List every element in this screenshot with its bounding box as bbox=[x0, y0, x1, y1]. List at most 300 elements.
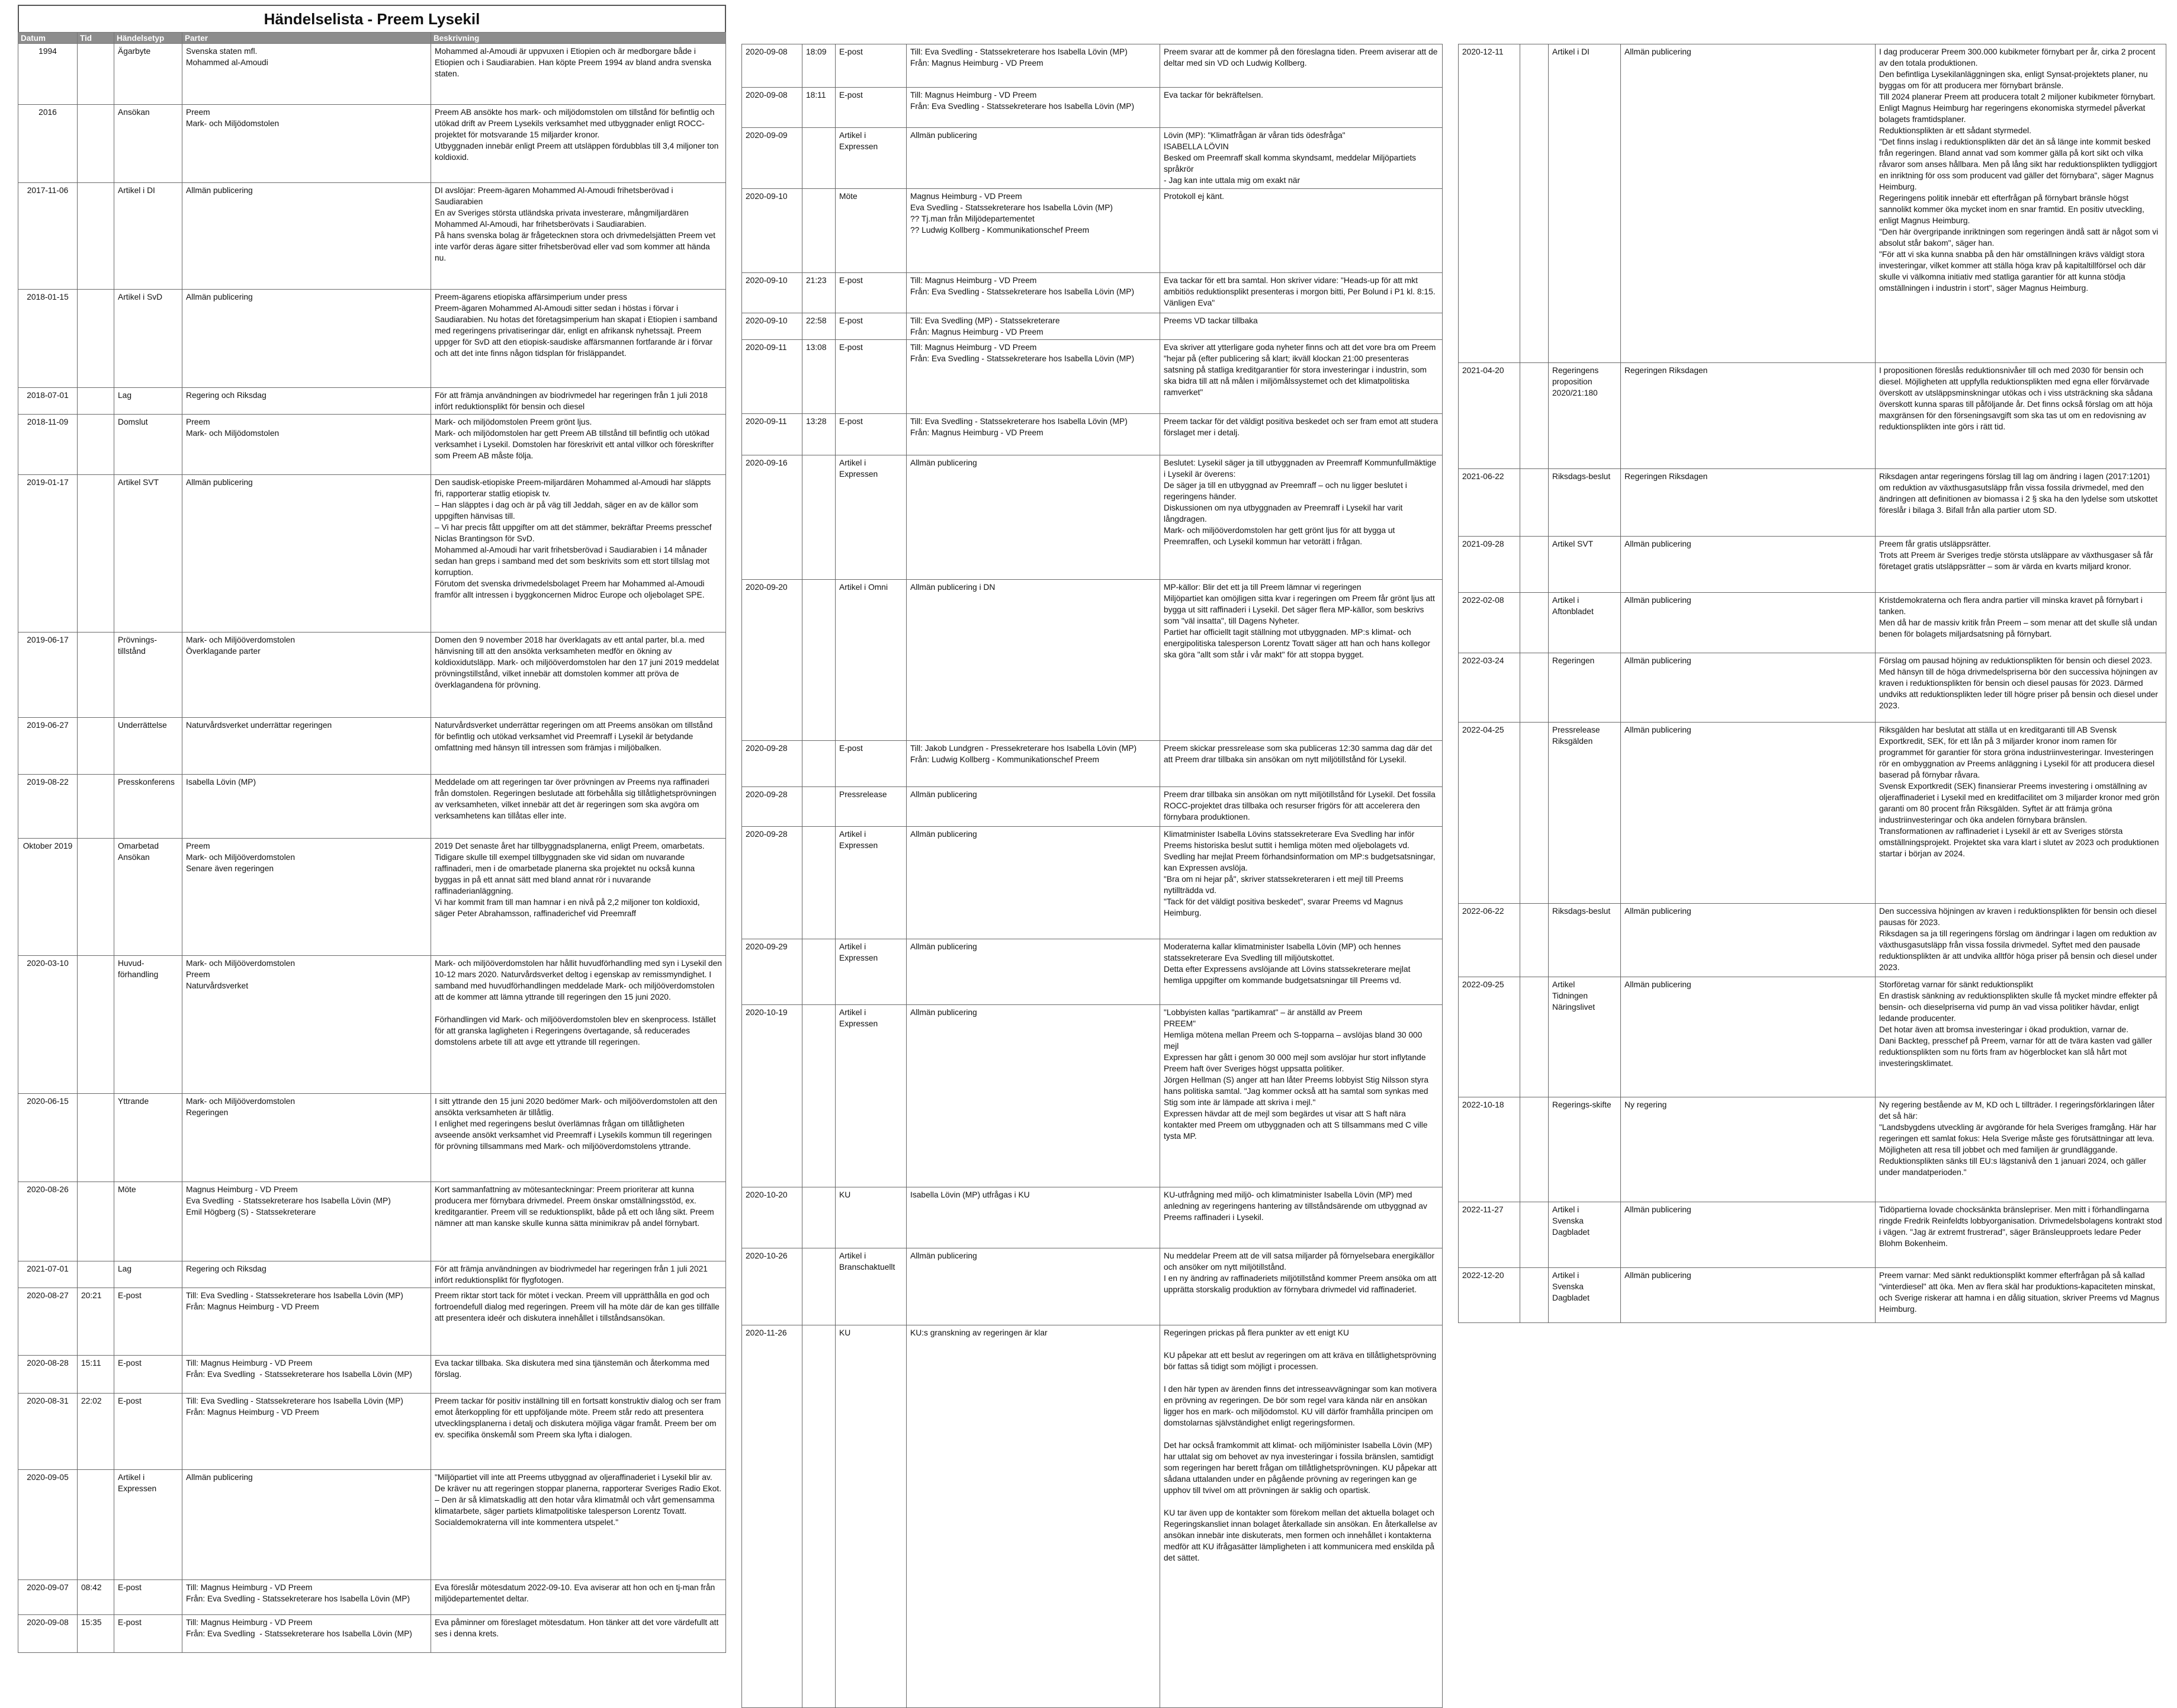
event-type: Ägarbyte bbox=[114, 44, 182, 105]
event-description: Preem tackar för positiv inställning till en fortsatt konstruktiv dialog och ser fram emot återkoppling för ett uppföljande möte. Preem står redo att presentera utvecklingsplanerna i detalj och diskutera möjliga vägar framåt. Preem ber om ev. specifika önskemål som Preem ska lyfta i dialogen. bbox=[431, 1394, 726, 1470]
event-time: 21:23 bbox=[802, 273, 836, 313]
event-date: 2016 bbox=[18, 105, 78, 183]
event-type: KU bbox=[836, 1187, 907, 1248]
page-title: Händelselista - Preem Lysekil bbox=[18, 5, 726, 32]
event-description: Mohammed al-Amoudi är uppvuxen i Etiopien och är medborgare både i Etiopien och i Saudiarabien. Han köpte Preem 1994 av bland andra svenska staten. bbox=[431, 44, 726, 105]
event-date: 2020-09-10 bbox=[742, 189, 802, 273]
event-type: E-post bbox=[114, 1615, 182, 1653]
event-date: 2019-06-27 bbox=[18, 718, 78, 775]
event-description: MP-källor: Blir det ett ja till Preem lämnar vi regeringen Miljöpartiet kan omöjligen sitta kvar i regeringen om Preem får grönt ljus att bygga ut sitt raffinaderi i Lysekil. Det säger flera MP-källor, som beskrivs som "väl insatta", till Dagens Nyheter. Partiet har officiellt tagit ställning mot utbyggnaden. MP:s klimat- och energipolitiska talesperson Lorentz Tovatt säger att han och hans kollegor ska göra "allt som står i vår makt" för att stoppa bygget. bbox=[1160, 580, 1443, 741]
event-description: Eva föreslår mötesdatum 2022-09-10. Eva aviserar att hon och en tj-man från miljödepartementet deltar. bbox=[431, 1580, 726, 1615]
event-parties: Isabella Lövin (MP) utfrågas i KU bbox=[907, 1187, 1160, 1248]
table-row bbox=[742, 88, 1443, 128]
event-description: Eva påminner om föreslaget mötesdatum. Hon tänker att det vore värdefullt att ses i denna krets. bbox=[431, 1615, 726, 1653]
event-description: Förslag om pausad höjning av reduktionsplikten för bensin och diesel 2023. Med hänsyn till de höga drivmedelspriserna bör den successiva höjningen av kraven i reduktionsplikten för bensin och diesel pausas för 2023. Därmed undviks att reduktionsplikten leder till högre priser på bensin och diesel under 2023. bbox=[1876, 653, 2166, 723]
event-parties: Svenska staten mfl. Mohammed al-Amoudi bbox=[182, 44, 431, 105]
header-date: Datum bbox=[18, 33, 78, 44]
event-type: Artikel i Expressen bbox=[836, 939, 907, 1005]
event-description: Lövin (MP): "Klimatfrågan är våran tids ödesfråga" ISABELLA LÖVIN Besked om Preemraff skall komma skyndsamt, meddelar Miljöpartiets språkrör - Jag kan inte uttala mig om exakt när bbox=[1160, 128, 1443, 189]
event-time: 08:42 bbox=[78, 1580, 114, 1615]
table-row bbox=[18, 633, 726, 718]
event-time bbox=[802, 580, 836, 741]
event-description: "Miljöpartiet vill inte att Preems utbyggnad av oljeraffinaderiet i Lysekil blir av. De kräver nu att regeringen stoppar planerna, rapporterar Sveriges Radio Ekot. – Den är så klimatskadlig att den hotar våra klimatmål och vårt gemensamma klimatarbete, säger partiets klimatpolitiske talesperson Lorentz Tovatt. Socialdemokraterna vill inte kommentera utspelet." bbox=[431, 1470, 726, 1580]
event-time: 22:02 bbox=[78, 1394, 114, 1470]
event-date: 2019-08-22 bbox=[18, 775, 78, 839]
table-row bbox=[1459, 977, 2166, 1097]
event-time bbox=[1520, 1268, 1549, 1323]
event-parties: Allmän publicering bbox=[182, 290, 431, 388]
table-row bbox=[18, 1288, 726, 1356]
table-row bbox=[742, 939, 1443, 1005]
event-time bbox=[78, 415, 114, 475]
table-row bbox=[18, 1261, 726, 1288]
table-row bbox=[18, 1182, 726, 1261]
event-date: 2020-09-28 bbox=[742, 741, 802, 787]
event-type: KU bbox=[836, 1325, 907, 1708]
event-date: 2020-09-16 bbox=[742, 455, 802, 580]
event-parties: Preem Mark- och Miljödomstolen bbox=[182, 105, 431, 183]
event-type: Artikel Tidningen Näringslivet bbox=[1549, 977, 1621, 1097]
event-time bbox=[78, 1094, 114, 1182]
event-type: Regeringens proposition 2020/21:180 bbox=[1549, 363, 1621, 469]
event-time bbox=[1520, 1097, 1549, 1202]
event-type: Artikel i Expressen bbox=[836, 455, 907, 580]
table-row bbox=[18, 105, 726, 183]
event-time bbox=[1520, 1202, 1549, 1268]
table-row bbox=[742, 44, 1443, 88]
table-row bbox=[1459, 723, 2166, 904]
event-description: Preem-ägarens etiopiska affärsimperium under press Preem-ägaren Mohammed Al-Amoudi sitter sedan i höstas i förvar i Saudiarabien. Nu hotas det företagsimperium han skapat i Etiopien i samband med regeringens privatiseringar där, enligt en afrikansk nyhetssajt. Preem uppger för SvD att den etiopisk-saudiske affärsmannen fortfarande är i förvar och att det inte finns någon tidsplan för frisläppandet. bbox=[431, 290, 726, 388]
event-date: 2020-10-26 bbox=[742, 1248, 802, 1325]
event-time bbox=[1520, 904, 1549, 977]
event-time bbox=[802, 128, 836, 189]
table-row bbox=[1459, 1268, 2166, 1323]
table-row bbox=[18, 1094, 726, 1182]
table-row bbox=[18, 475, 726, 633]
event-date: 2019-01-17 bbox=[18, 475, 78, 633]
event-type: Regerings-skifte bbox=[1549, 1097, 1621, 1202]
event-date: 2021-06-22 bbox=[1459, 469, 1520, 537]
table-row bbox=[18, 290, 726, 388]
event-description: Beslutet: Lysekil säger ja till utbyggnaden av Preemraff Kommunfullmäktige i Lysekil är överens: De säger ja till en utbyggnad av Preemraff – och nu ligger beslutet i regeringens händer. Diskussionen om nya utbyggnaden av Preemraff i Lysekil har varit långdragen. Mark- och miljööverdomstolen har gett grönt ljus för att bygga ut Preemraffen, och Lysekil kommun har vetorätt i frågan. bbox=[1160, 455, 1443, 580]
event-list-column-2 bbox=[741, 44, 1443, 1708]
event-time bbox=[78, 956, 114, 1094]
event-date: 2022-03-24 bbox=[1459, 653, 1520, 723]
table-row bbox=[742, 273, 1443, 313]
event-type: E-post bbox=[836, 340, 907, 414]
event-parties: Allmän publicering bbox=[1621, 653, 1876, 723]
event-type: E-post bbox=[114, 1394, 182, 1470]
event-parties: Till: Magnus Heimburg - VD Preem Från: Eva Svedling - Statssekreterare hos Isabella Lövin (MP) bbox=[182, 1356, 431, 1394]
event-time: 15:35 bbox=[78, 1615, 114, 1653]
event-parties: Allmän publicering bbox=[1621, 44, 1876, 363]
event-time bbox=[78, 633, 114, 718]
event-description: I dag producerar Preem 300.000 kubikmeter förnybart per år, cirka 2 procent av den totala produktionen. Den befintliga Lysekilanläggningen ska, enligt Synsat-projektets planer, nu byggas om för att producera mer förnybart bränsle. Till 2024 planerar Preem att producera totalt 2 miljoner kubikmeter förnybart. Enligt Magnus Heimburg har regeringens ekonomiska styrmedel påverkat bolagets framtidsplaner. Reduktionsplikten är ett sådant styrmedel. "Det finns inslag i reduktionsplikten där det än så länge inte kommit besked från regeringen. Bland annat vad som kommer gälla på kort sikt och vilka råvaror som anses hållbara. Men på lång sikt har reduktionsplikten tydliggjort en inriktning för oss som producent vad gäller det förnybara", säger Magnus Heimburg. Regeringens politik innebär ett efterfrågan på förnybart bränsle högst sannolikt kommer öka mycket inom en snar framtid. En positiv utveckling, enligt Magnus Heimburg. "Den här övergripande inriktningen som regeringen ändå satt är något som vi absolut står bakom", säger han. "För att vi ska kunna snabba på den här omställningen krävs väldigt stora investeringar, vilket kommer att ställa höga krav på kapitaltillförsel och där skulle vi välkomna initiativ med statliga garantier för att kunna stödja omställningen i industrin i stort", säger Magnus Heimburg. bbox=[1876, 44, 2166, 363]
event-parties: Till: Eva Svedling - Statssekreterare hos Isabella Lövin (MP) Från: Magnus Heimburg - VD Preem bbox=[182, 1288, 431, 1356]
event-parties: Magnus Heimburg - VD Preem Eva Svedling - Statssekreterare hos Isabella Lövin (MP) Emil Högberg (S) - Statssekreterare bbox=[182, 1182, 431, 1261]
event-date: 2020-09-08 bbox=[742, 88, 802, 128]
event-parties: Mark- och Miljööverdomstolen Överklagande parter bbox=[182, 633, 431, 718]
event-type: Artikel i Omni bbox=[836, 580, 907, 741]
event-time bbox=[1520, 723, 1549, 904]
event-date: 2020-09-29 bbox=[742, 939, 802, 1005]
table-row bbox=[18, 956, 726, 1094]
event-description: Mark- och miljööverdomstolen har hållit huvudförhandling med syn i Lysekil den 10-12 mars 2020. Naturvårdsverket deltog i egenskap av remissmyndighet. I samband med huvudförhandlingen meddelade Mark- och miljööverdomstolen att de kommer att lämna yttrande till regeringen den 15 juni 2020. Förhandlingen vid Mark- och miljööverdomstolen blev en skenprocess. Istället för att granska lagligheten i Regeringens övertagande, så reducerades domstolens arbete till att avge ett yttrande till regeringen. bbox=[431, 956, 726, 1094]
event-description: Preem skickar pressrelease som ska publiceras 12:30 samma dag där det att Preem drar tillbaka sin ansökan om nytt miljötillstånd för Lysekil. bbox=[1160, 741, 1443, 787]
event-parties: Till: Eva Svedling - Statssekreterare hos Isabella Lövin (MP) Från: Magnus Heimburg - VD Preem bbox=[907, 414, 1160, 455]
event-time bbox=[78, 183, 114, 290]
table-row bbox=[742, 741, 1443, 787]
event-time bbox=[1520, 977, 1549, 1097]
event-parties: Allmän publicering bbox=[1621, 977, 1876, 1097]
event-time: 20:21 bbox=[78, 1288, 114, 1356]
event-time bbox=[78, 718, 114, 775]
event-type: Artikel i DI bbox=[1549, 44, 1621, 363]
event-type: E-post bbox=[114, 1580, 182, 1615]
table-row bbox=[1459, 363, 2166, 469]
event-date: 2020-09-07 bbox=[18, 1580, 78, 1615]
event-parties: Mark- och Miljööverdomstolen Preem Naturvårdsverket bbox=[182, 956, 431, 1094]
event-parties: Regering och Riksdag bbox=[182, 1261, 431, 1288]
table-row bbox=[1459, 469, 2166, 537]
event-time: 13:28 bbox=[802, 414, 836, 455]
event-type: E-post bbox=[836, 44, 907, 88]
event-type: Ansökan bbox=[114, 105, 182, 183]
event-type: Artikel i Expressen bbox=[114, 1470, 182, 1580]
event-type: Artikel i Branschaktuellt bbox=[836, 1248, 907, 1325]
event-date: 2018-07-01 bbox=[18, 388, 78, 415]
event-description: Regeringen prickas på flera punkter av ett enigt KU KU påpekar att ett beslut av regeringen om att kräva en tillåtlighetsprövning bör fattas så tidigt som möjligt i processen. I den här typen av ärenden finns det intresseavvägningar som kan motivera en prövning av regeringen. De bör som regel vara kända när en ansökan ligger hos en mark- och miljödomstol. KU vill därför framhålla principen om domstolarnas självständighet enligt regeringsformen. Det har också framkommit att klimat- och miljöminister Isabella Lövin (MP) har uttalat sig om behovet av nya investeringar i fossila bränslen, samtidigt som regeringen har berett frågan om tillåtlighetsprövningen. KU påpekar att sådana uttalanden under en pågående prövning av regeringen kan ge upphov till tvivel om att prövningen är saklig och opartisk. KU tar även upp de kontakter som förekom mellan det aktuella bolaget och Regeringskansliet innan bolaget återkallade sin ansökan. En återkallelse av ansökan innebär inte diskuterats, men formen och innehållet i kontakterna medför att KU ifrågasätter lämpligheten i att kommunicera med enskilda på det sättet. bbox=[1160, 1325, 1443, 1708]
event-table-2 bbox=[741, 44, 1443, 1708]
event-time: 22:58 bbox=[802, 313, 836, 340]
event-type: E-post bbox=[114, 1288, 182, 1356]
event-type: Artikel i Expressen bbox=[836, 827, 907, 939]
event-description: Preem AB ansökte hos mark- och miljödomstolen om tillstånd för befintlig och utökad drift av Preem Lysekils verksamhet med utbyggnader enligt ROCC-projektet för motsvarande 15 miljarder kronor. Utbyggnaden innebär enligt Preem att utsläppen fördubblas till 3,4 miljoner ton koldioxid. bbox=[431, 105, 726, 183]
table-row bbox=[18, 44, 726, 105]
event-type: Domslut bbox=[114, 415, 182, 475]
event-date: 1994 bbox=[18, 44, 78, 105]
event-description: Preem svarar att de kommer på den föreslagna tiden. Preem aviserar att de deltar med sin VD och Ludwig Kollberg. bbox=[1160, 44, 1443, 88]
event-parties: KU:s granskning av regeringen är klar bbox=[907, 1325, 1160, 1708]
event-parties: Allmän publicering bbox=[1621, 1202, 1876, 1268]
event-date: 2020-09-05 bbox=[18, 1470, 78, 1580]
event-time bbox=[78, 839, 114, 956]
event-parties: Allmän publicering bbox=[1621, 1268, 1876, 1323]
event-time bbox=[802, 455, 836, 580]
table-row bbox=[742, 580, 1443, 741]
event-time bbox=[802, 1005, 836, 1187]
event-type: Riksdags-beslut bbox=[1549, 469, 1621, 537]
event-type: Riksdags-beslut bbox=[1549, 904, 1621, 977]
event-list-column-1 bbox=[18, 5, 726, 1653]
event-type: Prövnings- tillstånd bbox=[114, 633, 182, 718]
event-type: Lag bbox=[114, 388, 182, 415]
event-time: 18:11 bbox=[802, 88, 836, 128]
table-header bbox=[18, 33, 726, 44]
event-date: 2020-08-26 bbox=[18, 1182, 78, 1261]
table-row bbox=[18, 388, 726, 415]
event-description: Mark- och miljödomstolen Preem grönt ljus. Mark- och miljödomstolen har gett Preem AB tillstånd till befintlig och utökad verksamhet i Lysekil. Domstolen har föreskrivit ett antal villkor och föreskrifter som Preem AB måste följa. bbox=[431, 415, 726, 475]
event-description: Riksdagen antar regeringens förslag till lag om ändring i lagen (2017:1201) om reduktion av växthusgasutsläpp från vissa fossila drivmedel, med den ändringen att definitionen av biomassa i 2 § ska ha den lydelse som utskottet föreslår i bilaga 3. Bifall från alla partier utom SD. bbox=[1876, 469, 2166, 537]
event-time bbox=[1520, 44, 1549, 363]
table-row bbox=[18, 1356, 726, 1394]
table-row bbox=[742, 1005, 1443, 1187]
event-parties: Till: Eva Svedling - Statssekreterare hos Isabella Lövin (MP) Från: Magnus Heimburg - VD Preem bbox=[907, 44, 1160, 88]
event-type: Underrättelse bbox=[114, 718, 182, 775]
event-description: Preems VD tackar tillbaka bbox=[1160, 313, 1443, 340]
event-type: E-post bbox=[836, 88, 907, 128]
event-date: 2020-09-28 bbox=[742, 827, 802, 939]
header-parties: Parter bbox=[182, 33, 431, 44]
event-parties: Allmän publicering bbox=[182, 1470, 431, 1580]
event-type: E-post bbox=[836, 741, 907, 787]
event-time bbox=[1520, 593, 1549, 653]
event-time bbox=[802, 827, 836, 939]
table-row bbox=[742, 1187, 1443, 1248]
event-type: Artikel i DI bbox=[114, 183, 182, 290]
event-parties: Allmän publicering bbox=[182, 475, 431, 633]
table-row bbox=[1459, 44, 2166, 363]
event-date: 2020-09-10 bbox=[742, 273, 802, 313]
event-date: 2021-07-01 bbox=[18, 1261, 78, 1288]
event-date: 2020-10-20 bbox=[742, 1187, 802, 1248]
event-description: Preem riktar stort tack för mötet i veckan. Preem vill upprätthålla en god och fortroendefull dialog med regeringen. Preem vill ha möte där de kan ges tillfälle att presentera ideér och diskutera innehållet i tillståndsansökan. bbox=[431, 1288, 726, 1356]
event-type: Artikel i Svenska Dagbladet bbox=[1549, 1268, 1621, 1323]
event-description: Kristdemokraterna och flera andra partier vill minska kravet på förnybart i tanken. Men då har de massiv kritik från Preem – som menar att det skulle slå undan benen för bolagets miljardsatsning på förnybart. bbox=[1876, 593, 2166, 653]
event-time bbox=[802, 1325, 836, 1708]
event-parties: Preem Mark- och Miljööverdomstolen Senare även regeringen bbox=[182, 839, 431, 956]
event-description: Protokoll ej känt. bbox=[1160, 189, 1443, 273]
event-description: Den successiva höjningen av kraven i reduktionsplikten för bensin och diesel pausas för 2023. Riksdagen sa ja till regeringens förslag om ändringar i lagen om reduktion av växthusgasutsläpp från vissa fossila drivmedel. Syftet med den pausade reduktionsplikten är att undvika alltför höga priser på bensin och diesel under 2023. bbox=[1876, 904, 2166, 977]
event-type: Regeringen bbox=[1549, 653, 1621, 723]
event-description: Preem varnar: Med sänkt reduktionsplikt kommer efterfrågan på så kallad "vinterdiesel" att öka. Men av flera skäl har produktions-kapaciteten minskat, och Sverige riskerar att hamna i en dålig situation, skriver Preems vd Magnus Heimburg. bbox=[1876, 1268, 2166, 1323]
event-parties: Mark- och Miljööverdomstolen Regeringen bbox=[182, 1094, 431, 1182]
event-description: Klimatminister Isabella Lövins statssekreterare Eva Svedling har inför Preems historiska beslut suttit i hemliga möten med oljebolagets vd. Svedling har mejlat Preem förhandsinformation om MP:s budgetsatsningar, kan Expressen avslöja. "Bra om ni hejar på", skriver statssekreteraren i ett mejl till Preems nytillträdda vd. "Tack för det väldigt positiva beskedet", svarar Preems vd Magnus Heimburg. bbox=[1160, 827, 1443, 939]
event-parties: Till: Eva Svedling - Statssekreterare hos Isabella Lövin (MP) Från: Magnus Heimburg - VD Preem bbox=[182, 1394, 431, 1470]
table-row bbox=[1459, 537, 2166, 593]
event-description: "Lobbyisten kallas "partikamrat" – är anställd av Preem PREEM" Hemliga mötena mellan Preem och S-topparna – avslöjas bland 30 000 mejl Expressen har gått i genom 30 000 mejl som avslöjar hur stort inflytande Preem haft över Sveriges högst uppsatta politiker. Jörgen Hellman (S) anger att han låter Preems lobbyist Stig Nilsson styra hans politiska samtal. "Jag kommer också att ha samtal som synkas med Stig som inte är lämpade att skriva i mejl." Expressen hävdar att de mejl som begärdes ut visar att S haft nära kontakter med Preem om utbyggnaden och att S tillsammans med C ville tysta MP. bbox=[1160, 1005, 1443, 1187]
event-date: 2022-04-25 bbox=[1459, 723, 1520, 904]
event-type: Artikel i Svenska Dagbladet bbox=[1549, 1202, 1621, 1268]
event-description: Storföretag varnar för sänkt reduktionsplikt En drastisk sänkning av reduktionsplikten skulle få mycket mindre effekter på bensin- och dieselpriserna vid pump än vad vissa politiker hävdar, enligt ledande producenter. Det hotar även att bromsa investeringar i ökad produktion, varnar de. Dani Backteg, presschef på Preem, varnar för att de tvära kasten vad gäller reduktionsplikten som nu förts fram av högerblocket kan slå hårt mot investeringsklimatet. bbox=[1876, 977, 2166, 1097]
event-description: Eva skriver att ytterligare goda nyheter finns och att det vore bra om Preem "hejar på (efter publicering så klart; ikväll klockan 21:00 presenteras satsning på statliga kreditgarantier för stora investeringar i industrin, som ska bidra till att nå målen i miljömålssystemet och det klimatpolitiska ramverket" bbox=[1160, 340, 1443, 414]
event-time bbox=[802, 189, 836, 273]
event-type: Yttrande bbox=[114, 1094, 182, 1182]
event-date: 2021-04-20 bbox=[1459, 363, 1520, 469]
event-date: 2020-09-11 bbox=[742, 340, 802, 414]
event-date: 2021-09-28 bbox=[1459, 537, 1520, 593]
event-time bbox=[1520, 537, 1549, 593]
event-parties: Regering och Riksdag bbox=[182, 388, 431, 415]
event-date: 2020-03-10 bbox=[18, 956, 78, 1094]
table-row bbox=[18, 839, 726, 956]
event-type: E-post bbox=[114, 1356, 182, 1394]
table-row bbox=[1459, 653, 2166, 723]
event-description: Ny regering bestående av M, KD och L tillträder. I regeringsförklaringen låter det så här: "Landsbygdens utveckling är avgörande för hela Sveriges framgång. Här har regeringen ett samlat fokus: Hela Sverige måste ges förutsättningar att leva. Möjligheten att resa till jobbet och med familjen är grundläggande. Reduktionsplikten sänks till EU:s lägstanivå den 1 januari 2024, och gäller under mandatperioden." bbox=[1876, 1097, 2166, 1202]
event-date: 2020-11-26 bbox=[742, 1325, 802, 1708]
table-row bbox=[18, 183, 726, 290]
event-date: 2018-11-09 bbox=[18, 415, 78, 475]
header-type: Händelsetyp bbox=[114, 33, 182, 44]
table-row bbox=[742, 455, 1443, 580]
event-time bbox=[1520, 469, 1549, 537]
event-parties: Allmän publicering bbox=[1621, 593, 1876, 653]
table-row bbox=[18, 1615, 726, 1653]
event-date: 2022-10-18 bbox=[1459, 1097, 1520, 1202]
event-type: Artikel i Aftonbladet bbox=[1549, 593, 1621, 653]
event-parties: Allmän publicering i DN bbox=[907, 580, 1160, 741]
table-row bbox=[1459, 904, 2166, 977]
event-parties: Allmän publicering bbox=[907, 787, 1160, 827]
event-type: Artikel i Expressen bbox=[836, 1005, 907, 1187]
table-row bbox=[1459, 1202, 2166, 1268]
event-parties: Till: Jakob Lundgren - Pressekreterare hos Isabella Lövin (MP) Från: Ludwig Kollberg - Kommunikationschef Preem bbox=[907, 741, 1160, 787]
event-description: I propositionen föreslås reduktionsnivåer till och med 2030 för bensin och diesel. Möjligheten att uppfylla reduktionsplikten med egna eller förvärvade överskott av utsläppsminskningar utökas och i viss utsträckning ska sådana överskott kunna sparas till påföljande år. Det finns också förslag om att höja maxgränsen för den förseningsavgift som ska tas ut om en redovisning av reduktionsplikten inte görs i rätt tid. bbox=[1876, 363, 2166, 469]
event-time bbox=[1520, 363, 1549, 469]
event-parties: Allmän publicering bbox=[907, 1005, 1160, 1187]
table-row bbox=[18, 1580, 726, 1615]
event-time bbox=[802, 1248, 836, 1325]
event-description: Riksgälden har beslutat att ställa ut en kreditgaranti till AB Svensk Exportkredit, SEK, för ett lån på 3 miljarder kronor inom ramen för programmet för garantier för stora gröna industriinvesteringar. Investeringen rör en ombyggnation av Preems anläggning i Lysekil för att producera diesel baserad på förnybar råvara. Svensk Exportkredit (SEK) finansierar Preems investering i omställning av oljeraffinaderiet i Lysekil med en kreditfacilitet om 3 miljarder kronor med grön garanti om 80 procent från Riksgälden. Syftet är att främja gröna industriinvesteringar och öka andelen förnybara bränslen. Transformationen av raffinaderiet i Lysekil är ett av Sveriges största omställningsprojekt. Projektet ska vara klart i slutet av 2023 och produktionen startar i början av 2024. bbox=[1876, 723, 2166, 904]
event-parties: Till: Magnus Heimburg - VD Preem Från: Eva Svedling - Statssekreterare hos Isabella Lövin (MP) bbox=[182, 1580, 431, 1615]
event-description: Moderaterna kallar klimatminister Isabella Lövin (MP) och hennes statssekreterare Eva Svedling till miljöutskottet. Detta efter Expressens avslöjande att Lövins statssekreterare mejlat hemliga uppgifter om kommande budgetsatsningar till Preems vd. bbox=[1160, 939, 1443, 1005]
event-date: 2020-09-09 bbox=[742, 128, 802, 189]
event-type: Omarbetad Ansökan bbox=[114, 839, 182, 956]
event-description: Tidöpartierna lovade chocksänkta bränslepriser. Men mitt i förhandlingarna ringde Fredrik Reinfeldts lobbyorganisation. Drivmedelsbolagens kontrakt stod i vägen. "Jag är extremt frustrerad", säger Bränsleupproets ledare Peder Blohm Bokenheim. bbox=[1876, 1202, 2166, 1268]
event-description: Eva tackar för ett bra samtal. Hon skriver vidare: "Heads-up för att mkt ambitiös reduktionsplikt presenteras i morgon bitti, Per Bolund i P1 kl. 8:15. Vänligen Eva" bbox=[1160, 273, 1443, 313]
event-date: 2020-12-11 bbox=[1459, 44, 1520, 363]
table-row bbox=[18, 718, 726, 775]
event-time: 18:09 bbox=[802, 44, 836, 88]
event-description: Preem tackar för det väldigt positiva beskedet och ser fram emot att studera förslaget mer i detalj. bbox=[1160, 414, 1443, 455]
event-type: E-post bbox=[836, 273, 907, 313]
event-parties: Magnus Heimburg - VD Preem Eva Svedling - Statssekreterare hos Isabella Lövin (MP) ?? Tj.man från Miljödepartementet ?? Ludwig Kollberg - Kommunikationschef Preem bbox=[907, 189, 1160, 273]
event-date: 2020-09-11 bbox=[742, 414, 802, 455]
header-time: Tid bbox=[78, 33, 114, 44]
event-date: 2022-06-22 bbox=[1459, 904, 1520, 977]
event-time bbox=[802, 939, 836, 1005]
event-description: Naturvårdsverket underrättar regeringen om att Preems ansökan om tillstånd för befintlig och utökad verksamhet vid Preemraff i Lysekil är betydande omfattning med hänsyn till intressen som främjas i miljöbalken. bbox=[431, 718, 726, 775]
event-time bbox=[802, 787, 836, 827]
event-time bbox=[78, 105, 114, 183]
event-description: I sitt yttrande den 15 juni 2020 bedömer Mark- och miljööverdomstolen att den ansökta verksamheten är tillåtlig. I enlighet med regeringens beslut överlämnas frågan om tillåtligheten avseende ansökt verksamhet vid Preemraff i Lysekils kommun till regeringen för prövning tillsammans med Mark- och miljööverdomstolens yttrande. bbox=[431, 1094, 726, 1182]
table-row bbox=[742, 128, 1443, 189]
event-type: Pressrelease bbox=[836, 787, 907, 827]
event-time bbox=[78, 1182, 114, 1261]
table-row bbox=[742, 189, 1443, 273]
table-row bbox=[742, 1325, 1443, 1708]
event-time: 15:11 bbox=[78, 1356, 114, 1394]
event-time bbox=[802, 1187, 836, 1248]
event-parties: Regeringen Riksdagen bbox=[1621, 469, 1876, 537]
event-parties: Till: Magnus Heimburg - VD Preem Från: Eva Svedling - Statssekreterare hos Isabella Lövin (MP) bbox=[182, 1615, 431, 1653]
event-list-column-3 bbox=[1458, 44, 2166, 1323]
event-description: Eva tackar tillbaka. Ska diskutera med sina tjänstemän och återkomma med förslag. bbox=[431, 1356, 726, 1394]
table-row bbox=[742, 1248, 1443, 1325]
event-type: Presskonferens bbox=[114, 775, 182, 839]
table-row bbox=[742, 313, 1443, 340]
event-type: Artikel SVT bbox=[1549, 537, 1621, 593]
event-parties: Naturvårdsverket underrättar regeringen bbox=[182, 718, 431, 775]
event-type: E-post bbox=[836, 313, 907, 340]
table-row bbox=[742, 827, 1443, 939]
event-type: Artikel i Expressen bbox=[836, 128, 907, 189]
event-type: Möte bbox=[836, 189, 907, 273]
event-parties: Allmän publicering bbox=[1621, 904, 1876, 977]
event-time bbox=[78, 290, 114, 388]
event-type: Artikel i SvD bbox=[114, 290, 182, 388]
event-table-3 bbox=[1458, 44, 2166, 1323]
event-date: 2019-06-17 bbox=[18, 633, 78, 718]
event-time bbox=[78, 475, 114, 633]
event-description: DI avslöjar: Preem-ägaren Mohammed Al-Amoudi frihetsberövad i Saudiarabien En av Sveriges största utländska privata investerare, mångmiljardären Mohammed Al-Amoudi, har frihetsberövats i Saudiarabien. På hans svenska bolag är frågetecknen stora och drivmedelsjätten Preem vet inte varför deras ägare sitter frihetsberövad eller vad som kommer att hända nu. bbox=[431, 183, 726, 290]
event-date: 2020-10-19 bbox=[742, 1005, 802, 1187]
table-row bbox=[18, 1470, 726, 1580]
event-parties: Till: Magnus Heimburg - VD Preem Från: Eva Svedling - Statssekreterare hos Isabella Lövin (MP) bbox=[907, 273, 1160, 313]
table-row bbox=[1459, 1097, 2166, 1202]
table-row bbox=[18, 1394, 726, 1470]
event-parties: Till: Eva Svedling (MP) - Statssekreterare Från: Magnus Heimburg - VD Preem bbox=[907, 313, 1160, 340]
event-date: 2020-08-31 bbox=[18, 1394, 78, 1470]
event-description: KU-utfrågning med miljö- och klimatminister Isabella Lövin (MP) med anledning av regeringens hantering av tillståndsärende om utbyggnad av Preems raffinaderi i Lysekil. bbox=[1160, 1187, 1443, 1248]
event-type: Möte bbox=[114, 1182, 182, 1261]
event-parties: Regeringen Riksdagen bbox=[1621, 363, 1876, 469]
event-date: 2022-09-25 bbox=[1459, 977, 1520, 1097]
event-parties: Till: Magnus Heimburg - VD Preem Från: Eva Svedling - Statssekreterare hos Isabella Lövin (MP) bbox=[907, 340, 1160, 414]
event-date: 2022-11-27 bbox=[1459, 1202, 1520, 1268]
table-row bbox=[18, 415, 726, 475]
event-description: Meddelade om att regeringen tar över prövningen av Preems nya raffinaderi från domstolen. Regeringen beslutade att förbehålla sig tillåtlighetsprövningen av verksamheten, vilket innebär att det är regeringen som ska avgöra om verksamhetens kan tillåtas eller inte. bbox=[431, 775, 726, 839]
event-parties: Ny regering bbox=[1621, 1097, 1876, 1202]
table-row bbox=[742, 787, 1443, 827]
event-parties: Allmän publicering bbox=[907, 939, 1160, 1005]
event-time bbox=[78, 1470, 114, 1580]
event-table-1 bbox=[18, 32, 726, 1653]
event-date: 2017-11-06 bbox=[18, 183, 78, 290]
table-row bbox=[742, 414, 1443, 455]
event-description: Kort sammanfattning av mötesanteckningar: Preem prioriterar att kunna producera mer förnybara drivmedel. Preem önskar omställningsstöd, ex. kreditgarantier. Preem vill se reduktionsplikt, både på ett och lång sikt. Preem nämner att man kanske skulle kunna sätta minimikrav på andel förnybart. bbox=[431, 1182, 726, 1261]
event-description: 2019 Det senaste året har tillbyggnadsplanerna, enligt Preem, omarbetats. Tidigare skulle till exempel tillbyggnaden ske vid sidan om nuvarande raffinaderi, men i de omarbetade planerna ska projektet nu också kunna byggas in på ett annat sätt med bland annat rör i nuvarande raffinaderianläggning. Vi har kommit fram till man hamnar i en nivå på 2,2 miljoner ton koldioxid, säger Peter Abrahamsson, raffinaderichef vid Preemraff bbox=[431, 839, 726, 956]
event-type: Lag bbox=[114, 1261, 182, 1288]
event-parties: Allmän publicering bbox=[907, 455, 1160, 580]
event-parties: Till: Magnus Heimburg - VD Preem Från: Eva Svedling - Statssekreterare hos Isabella Lövin (MP) bbox=[907, 88, 1160, 128]
event-parties: Allmän publicering bbox=[907, 128, 1160, 189]
event-date: 2020-09-20 bbox=[742, 580, 802, 741]
event-date: 2020-09-08 bbox=[18, 1615, 78, 1653]
event-parties: Allmän publicering bbox=[182, 183, 431, 290]
event-date: Oktober 2019 bbox=[18, 839, 78, 956]
table-row bbox=[18, 775, 726, 839]
event-type: Artikel SVT bbox=[114, 475, 182, 633]
event-date: 2020-08-28 bbox=[18, 1356, 78, 1394]
event-parties: Allmän publicering bbox=[907, 1248, 1160, 1325]
table-row bbox=[742, 340, 1443, 414]
event-date: 2020-06-15 bbox=[18, 1094, 78, 1182]
event-type: E-post bbox=[836, 414, 907, 455]
event-description: Nu meddelar Preem att de vill satsa miljarder på förnyelsebara energikällor och ansöker om nytt miljötillstånd. I en ny ändring av raffinaderiets miljötillstånd kommer Preem ansöka om att upprätta storskalig produktion av förnybara drivmedel vid raffinaderiet. bbox=[1160, 1248, 1443, 1325]
event-description: Preem drar tillbaka sin ansökan om nytt miljötillstånd för Lysekil. Det fossila ROCC-projektet dras tillbaka och resurser frigörs för att accelerera den förnybara produktionen. bbox=[1160, 787, 1443, 827]
event-description: För att främja användningen av biodrivmedel har regeringen från 1 juli 2021 infört reduktionsplikt för flygfotogen. bbox=[431, 1261, 726, 1288]
event-type: Huvud- förhandling bbox=[114, 956, 182, 1094]
event-parties: Preem Mark- och Miljödomstolen bbox=[182, 415, 431, 475]
event-time bbox=[78, 775, 114, 839]
event-time bbox=[802, 741, 836, 787]
event-time bbox=[78, 44, 114, 105]
event-date: 2022-12-20 bbox=[1459, 1268, 1520, 1323]
event-parties: Isabella Lövin (MP) bbox=[182, 775, 431, 839]
event-date: 2020-09-28 bbox=[742, 787, 802, 827]
event-time bbox=[78, 388, 114, 415]
